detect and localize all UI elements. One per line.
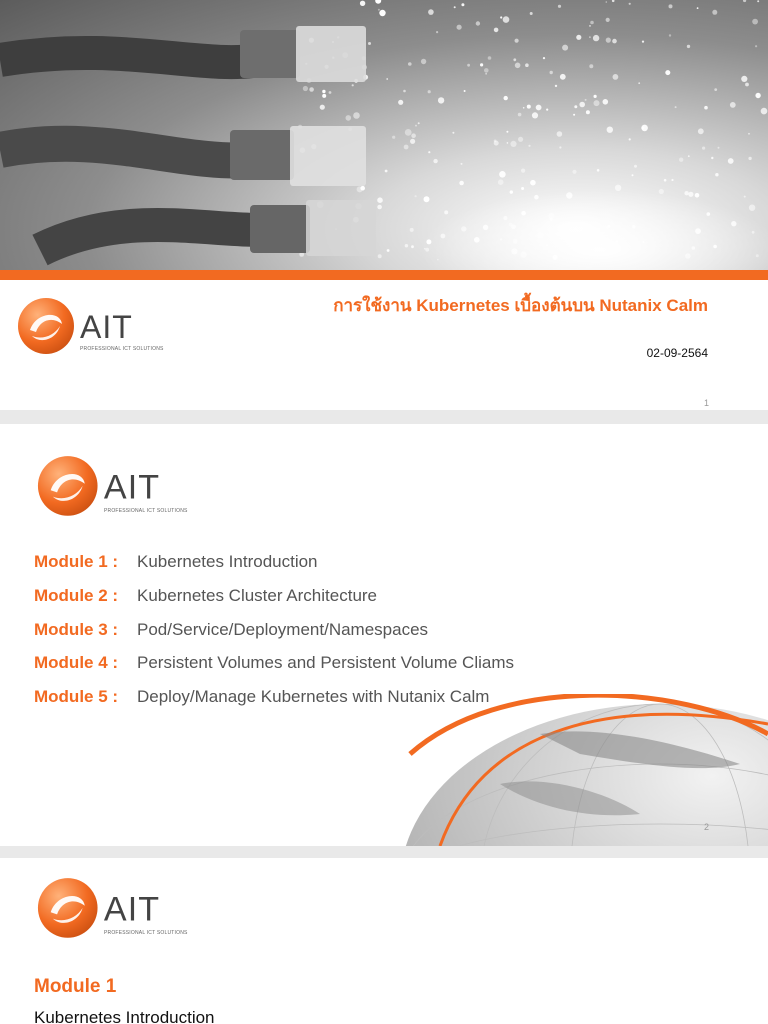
fiber-light-dot: [669, 34, 671, 36]
fiber-light-dot: [480, 63, 483, 66]
fiber-light-dot: [555, 85, 557, 87]
fiber-light-dot: [499, 171, 506, 178]
fiber-light-dot: [755, 93, 760, 98]
fiber-light-dot: [329, 91, 332, 94]
fiber-light-dot: [488, 56, 492, 60]
fiber-light-dot: [387, 249, 390, 252]
fiber-light-dot: [741, 76, 747, 82]
fiber-light-dot: [377, 205, 382, 210]
fiber-light-dot: [589, 64, 593, 68]
fiber-light-dot: [523, 107, 525, 109]
fiber-light-dot: [303, 86, 308, 91]
fiber-light-dot: [320, 105, 325, 110]
fiber-light-dot: [748, 133, 750, 135]
fiber-light-dot: [527, 105, 531, 109]
logo-tagline: PROFESSIONAL ICT SOLUTIONS: [80, 346, 164, 352]
fiber-light-dot: [634, 165, 637, 168]
logo-tagline: PROFESSIONAL ICT SOLUTIONS: [104, 930, 188, 936]
slide-2: [0, 424, 768, 846]
fiber-light-dot: [594, 95, 597, 98]
module-label: Module 4 :: [34, 653, 119, 672]
fiber-light-dot: [579, 102, 585, 108]
fiber-light-dot: [629, 138, 631, 140]
module-item: [34, 653, 514, 673]
module-title: Pod/Service/Deployment/Namespaces: [137, 620, 429, 639]
fiber-light-dot: [576, 35, 581, 40]
cables-illustration: [0, 0, 768, 270]
fiber-light-dot: [711, 157, 713, 159]
fiber-light-dot: [500, 16, 502, 18]
fiber-light-dot: [378, 254, 382, 258]
logo-tagline: PROFESSIONAL ICT SOLUTIONS: [104, 508, 188, 514]
fiber-light-dot: [558, 5, 561, 8]
fiber-light-dot: [494, 28, 499, 33]
fiber-light-dot: [352, 84, 354, 86]
fiber-light-dot: [385, 170, 388, 173]
fiber-light-dot: [752, 19, 758, 25]
fiber-light-dot: [606, 38, 611, 43]
fiber-light-dot: [378, 9, 380, 11]
fiber-light-dot: [485, 73, 487, 75]
fiber-light-dot: [322, 94, 326, 98]
fiber-light-dot: [386, 78, 388, 80]
fiber-light-dot: [532, 112, 538, 118]
fiber-light-dot: [603, 99, 609, 105]
fiber-light-dot: [424, 196, 430, 202]
ait-logo: [16, 296, 164, 358]
fiber-light-dot: [498, 179, 504, 185]
fiber-light-dot: [513, 58, 516, 61]
fiber-light-dot: [606, 18, 610, 22]
fiber-light-dot: [671, 179, 673, 181]
fiber-light-dot: [375, 0, 381, 4]
fiber-light-dot: [428, 90, 431, 93]
fiber-light-dot: [593, 35, 599, 41]
module-label: Module 3 :: [34, 620, 119, 639]
fiber-light-dot: [444, 210, 448, 214]
fiber-light-dot: [749, 205, 755, 211]
fiber-light-dot: [392, 136, 395, 139]
fiber-light-dot: [525, 63, 529, 67]
fiber-light-dot: [428, 9, 434, 15]
fiber-light-dot: [697, 7, 699, 9]
fiber-light-dot: [415, 195, 417, 197]
fiber-light-dot: [560, 74, 566, 80]
module-item: [34, 586, 377, 606]
fiber-light-dot: [574, 105, 577, 108]
fiber-light-dot: [459, 181, 464, 186]
fiber-light-dot: [454, 6, 456, 8]
fiber-light-dot: [698, 128, 704, 134]
fiber-light-dot: [464, 90, 466, 92]
fiber-light-dot: [572, 170, 576, 174]
fiber-light-dot: [559, 146, 561, 148]
fiber-light-dot: [518, 137, 523, 142]
fiber-light-dot: [530, 180, 536, 186]
fiber-light-dot: [530, 12, 533, 15]
fiber-light-dot: [403, 90, 406, 93]
fiber-light-dot: [586, 110, 590, 114]
presentation-title: การใช้งาน Kubernetes เบื้องต้นบน Nutanix Calm: [333, 296, 708, 315]
fiber-light-dot: [573, 114, 575, 116]
fiber-light-dot: [506, 131, 508, 133]
fiber-light-dot: [410, 139, 415, 144]
module-title: Kubernetes Cluster Architecture: [137, 586, 378, 605]
fiber-light-dot: [757, 0, 759, 2]
fiber-light-dot: [613, 74, 619, 80]
slide-1: [0, 0, 768, 410]
fiber-light-dot: [743, 0, 746, 2]
fiber-light-dot: [377, 197, 383, 203]
fiber-light-dot: [518, 113, 522, 117]
fiber-light-dot: [461, 163, 463, 165]
fiber-light-dot: [606, 1, 608, 3]
fiber-light-dot: [467, 64, 470, 67]
fiber-light-dot: [715, 173, 718, 176]
fiber-light-dot: [452, 132, 454, 134]
fiber-light-dot: [550, 71, 553, 74]
fiber-light-dot: [510, 141, 516, 147]
fiber-light-dot: [597, 169, 600, 172]
fiber-light-dot: [659, 189, 664, 194]
fiber-light-dot: [744, 196, 746, 198]
fiber-light-dot: [688, 155, 690, 157]
fiber-light-dot: [730, 102, 736, 108]
fiber-light-dot: [428, 151, 430, 153]
fiber-light-dot: [675, 106, 677, 108]
fiber-light-dot: [594, 100, 600, 106]
globe-graphic: [380, 694, 768, 846]
slide-number: 1: [704, 398, 710, 408]
fiber-light-dot: [415, 125, 417, 127]
slide-3: [0, 858, 768, 1024]
fiber-light-dot: [521, 169, 525, 173]
fiber-light-dot: [421, 59, 426, 64]
fiber-light-dot: [504, 96, 508, 100]
fiber-light-dot: [457, 25, 462, 30]
fiber-light-dot: [695, 193, 700, 198]
fiber-light-dot: [665, 70, 670, 75]
fiber-light-dot: [615, 185, 621, 191]
fiber-light-dot: [433, 159, 437, 163]
module-item: [34, 620, 428, 640]
fiber-light-dot: [309, 87, 314, 92]
fiber-light-dot: [515, 63, 521, 69]
module-label: Module 2 :: [34, 586, 119, 605]
module-subheading: Kubernetes Introduction: [34, 1008, 215, 1024]
fiber-light-dot: [712, 10, 717, 15]
fiber-light-dot: [632, 174, 634, 176]
fiber-light-dot: [612, 0, 615, 2]
presentation-date: 02-09-2564: [646, 346, 708, 360]
fiber-light-dot: [714, 88, 717, 91]
fiber-light-dot: [418, 122, 420, 124]
fiber-light-dot: [322, 90, 325, 93]
fiber-light-dot: [629, 3, 631, 5]
fiber-light-dot: [664, 179, 667, 182]
fiber-light-dot: [702, 147, 705, 150]
slide-number: 2: [704, 822, 710, 832]
ait-logo: [30, 876, 188, 942]
fiber-light-dot: [494, 140, 497, 143]
fiber-light-dot: [346, 115, 352, 121]
fiber-light-dot: [405, 129, 412, 136]
fiber-light-dot: [411, 133, 416, 138]
fiber-light-dot: [688, 192, 693, 197]
fiber-light-dot: [638, 82, 640, 84]
fiber-light-dot: [761, 108, 768, 115]
fiber-light-dot: [436, 31, 438, 33]
fiber-light-dot: [528, 145, 530, 147]
hero-image-cables: [0, 0, 768, 270]
fiber-light-dot: [353, 112, 360, 119]
module-title: Kubernetes Introduction: [137, 552, 318, 571]
fiber-light-dot: [404, 145, 409, 150]
fiber-light-dot: [748, 157, 751, 160]
fiber-light-dot: [589, 36, 591, 38]
module-item: [34, 552, 318, 572]
ait-logo: [30, 454, 188, 520]
fiber-light-dot: [476, 21, 480, 25]
fiber-light-dot: [669, 4, 673, 8]
fiber-light-dot: [521, 187, 524, 190]
accent-bar: [0, 270, 768, 280]
fiber-light-dot: [360, 1, 365, 6]
fiber-light-dot: [590, 21, 594, 25]
fiber-light-dot: [484, 68, 489, 73]
fiber-light-dot: [411, 245, 414, 248]
fiber-light-dot: [562, 45, 568, 51]
fiber-light-dot: [612, 39, 617, 44]
fiber-light-dot: [718, 147, 720, 149]
fiber-light-dot: [510, 190, 513, 193]
module-heading: Module 1: [34, 976, 117, 997]
fiber-light-dot: [546, 109, 548, 111]
fiber-light-dot: [755, 45, 757, 47]
fiber-light-dot: [642, 41, 644, 43]
fiber-light-dot: [684, 191, 688, 195]
svg-text:AIT: AIT: [80, 309, 133, 345]
fiber-light-dot: [410, 228, 414, 232]
module-title: Deploy/Manage Kubernetes with Nutanix Calm: [137, 687, 490, 706]
fiber-light-dot: [461, 3, 464, 6]
fiber-light-dot: [641, 125, 648, 132]
fiber-light-dot: [398, 100, 403, 105]
module-label: Module 5 :: [34, 687, 119, 706]
fiber-light-dot: [543, 57, 545, 59]
fiber-light-dot: [368, 42, 371, 45]
svg-text:AIT: AIT: [103, 468, 161, 507]
module-title: Persistent Volumes and Persistent Volume Cliams: [137, 653, 515, 672]
fiber-light-dot: [536, 105, 542, 111]
fiber-light-dot: [585, 99, 587, 101]
module-label: Module 1 :: [34, 552, 119, 571]
fiber-light-dot: [379, 10, 385, 16]
fiber-light-dot: [679, 158, 683, 162]
fiber-light-dot: [557, 131, 563, 137]
fiber-light-dot: [728, 158, 734, 164]
fiber-light-dot: [607, 127, 613, 133]
fiber-light-dot: [438, 97, 444, 103]
fiber-light-dot: [405, 244, 408, 247]
fiber-light-dot: [515, 39, 519, 43]
fiber-light-dot: [360, 186, 365, 191]
fiber-light-dot: [503, 16, 510, 23]
fiber-light-dot: [687, 45, 690, 48]
fiber-light-dot: [408, 62, 412, 66]
fiber-light-dot: [507, 142, 509, 144]
fiber-light-dot: [589, 25, 591, 27]
fiber-light-dot: [704, 106, 708, 110]
svg-text:AIT: AIT: [103, 890, 161, 929]
fiber-light-dot: [745, 83, 749, 87]
